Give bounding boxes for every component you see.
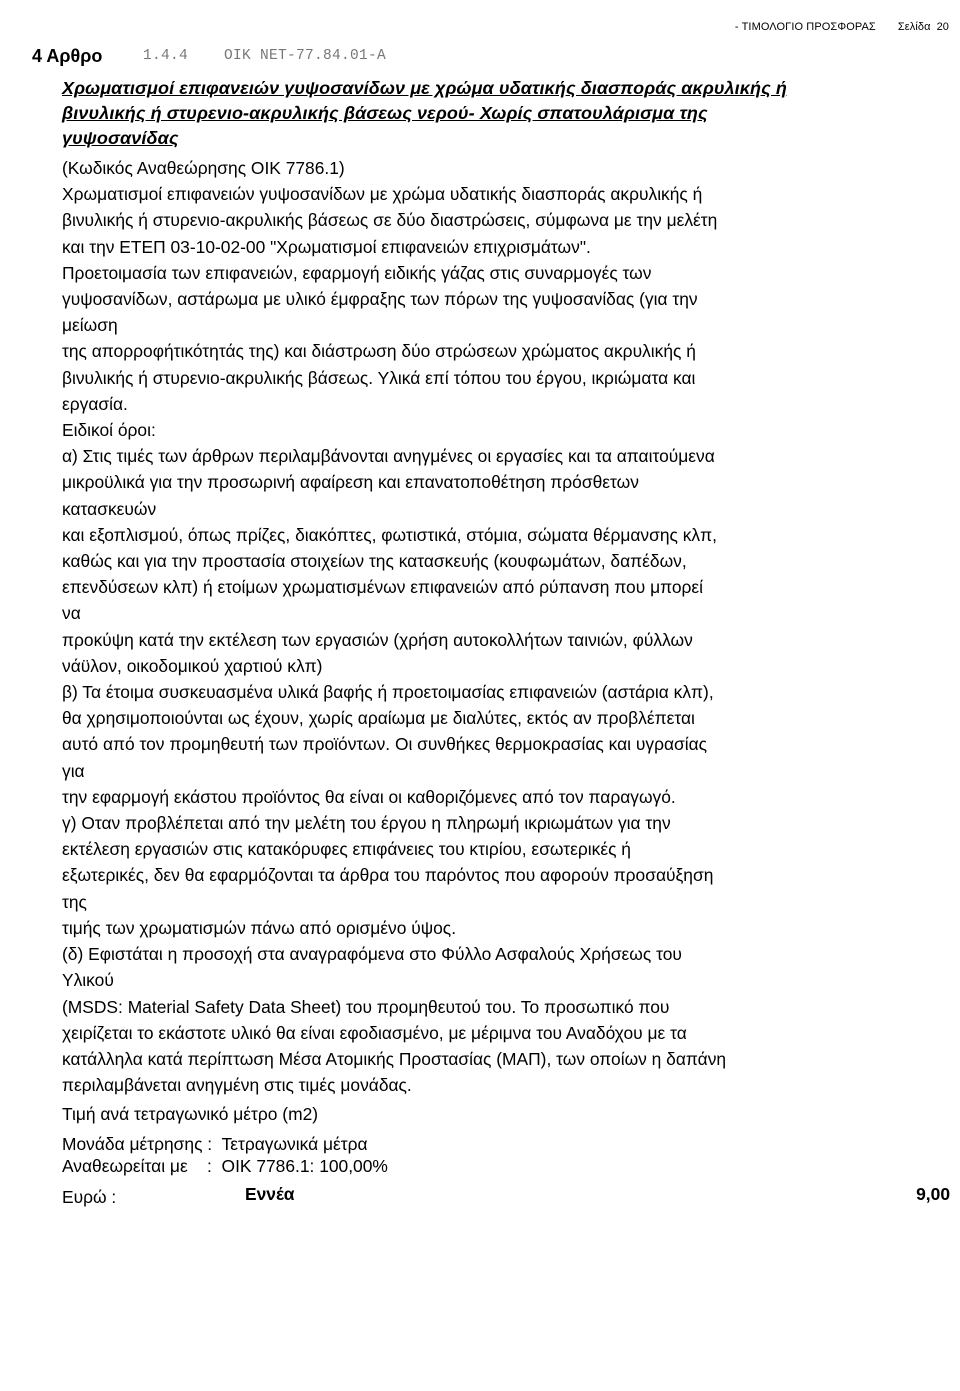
- revision-value: ΟΙΚ 7786.1: 100,00%: [221, 1156, 388, 1176]
- body-line: γ) Οταν προβλέπεται από την μελέτη του έργου η πληρωμή ικριωμάτων για την: [62, 813, 671, 834]
- body-line: (MSDS: Material Safety Data Sheet) του προμηθευτού του. Το προσωπικό που: [62, 996, 670, 1017]
- title-line: γυψοσανίδας: [62, 128, 179, 148]
- revision-colon: :: [207, 1156, 212, 1176]
- body-line: (δ) Εφιστάται η προσοχή στα αναγραφόμενα στο Φύλλο Ασφαλούς Χρήσεως του: [62, 944, 682, 965]
- body-line: για: [62, 760, 85, 781]
- body-line: επενδύσεων κλπ) ή ετοίμων χρωματισμένων επιφανειών από ρύπανση που μπορεί: [62, 577, 704, 598]
- page-label: Σελίδα: [897, 21, 931, 33]
- body-line: Προετοιμασία των επιφανειών, εφαρμογή ειδικής γάζας στις συναρμογές των: [62, 262, 652, 283]
- body-line: νάϋλον, οικοδομικού χαρτιού κλπ): [62, 655, 323, 676]
- body-line: εξωτερικές, δεν θα εφαρμόζονται τα άρθρα του παρόντος που αφορούν προσαύξηση: [62, 865, 714, 886]
- body-line: (Κωδικός Αναθεώρησης ΟΙΚ 7786.1): [62, 158, 345, 178]
- article-label: 4 Αρθρο: [32, 46, 103, 66]
- body-line: γυψοσανίδων, αστάρωμα με υλικό έμφραξης των πόρων της γυψοσανίδας (για την: [62, 289, 698, 310]
- article-code: 1.4.4 ΟΙΚ ΝΕΤ-77.84.01-Α: [143, 48, 387, 64]
- body-line: να: [62, 603, 81, 624]
- body-line: εκτέλεση εργασιών στις κατακόρυφες επιφάνειες του κτιρίου, εσωτερικές ή: [62, 839, 631, 860]
- body-line: περιλαμβάνεται ανηγμένη στις τιμές μονάδας.: [62, 1075, 412, 1096]
- body-line: της απορροφήτικότητάς της) και διάστρωση δύο στρώσεων χρώματος ακρυλικής ή: [62, 341, 696, 362]
- measurement-value: Τετραγωνικά μέτρα: [221, 1134, 368, 1154]
- body-line: και την ΕΤΕΠ 03-10-02-00 "Χρωματισμοί επιφανειών επιχρισμάτων".: [62, 236, 591, 257]
- body-line: κατασκευών: [62, 498, 157, 519]
- body-line: κατάλληλα κατά περίπτωση Μέσα Ατομικής Προστασίας (ΜΑΠ), των οποίων η δαπάνη: [62, 1048, 727, 1069]
- measurement-row: [62, 1133, 942, 1155]
- revision-label: Αναθεωρείται με: [62, 1156, 188, 1176]
- body-line: μείωση: [62, 315, 118, 336]
- price-in-words: Εννέα: [245, 1184, 295, 1204]
- body-line: βινυλικής ή στυρενιο-ακρυλικής βάσεως. Υλικά επί τόπου του έργου, ικριώματα και: [62, 367, 696, 388]
- price-label: Ευρώ :: [62, 1187, 117, 1207]
- body-line: καθώς και για την προστασία στοιχείων της κατασκευής (κουφωμάτων, δαπέδων,: [62, 551, 687, 572]
- body-line: α) Στις τιμές των άρθρων περιλαμβάνονται ανηγμένες οι εργασίες και τα απαιτούμενα: [62, 446, 715, 467]
- body-line: χειρίζεται το εκάστοτε υλικό θα είναι εφοδιασμένο, με μέριμνα του Αναδόχου με τα: [62, 1022, 687, 1043]
- body-line: της: [62, 891, 87, 912]
- body-line: β) Τα έτοιμα συσκευασμένα υλικά βαφής ή προετοιμασίας επιφανειών (αστάρια κλπ),: [62, 682, 714, 703]
- price-value: 9,00: [916, 1184, 950, 1204]
- price-unit-line: Τιμή ανά τετραγωνικό μέτρο (m2): [62, 1104, 319, 1125]
- revision-row: [62, 1155, 942, 1177]
- page-number: 20: [936, 21, 949, 33]
- body-line: Χρωματισμοί επιφανειών γυψοσανίδων με χρώμα υδατικής διασποράς ακρυλικής ή: [62, 184, 703, 205]
- article-title: [62, 76, 942, 151]
- measurement-label: Μονάδα μέτρησης :: [62, 1134, 213, 1154]
- body-line: εργασία.: [62, 393, 128, 414]
- body-line: θα χρησιμοποιούνται ως έχουν, χωρίς αραίωμα με διαλύτες, εκτός αν προβλέπεται: [62, 708, 695, 729]
- body-line: Ειδικοί όροι:: [62, 420, 156, 441]
- body-line: βινυλικής ή στυρενιο-ακρυλικής βάσεως σε δύο διαστρώσεις, σύμφωνα με την μελέτη: [62, 210, 718, 231]
- title-line: Χρωματισμοί επιφανειών γυψοσανίδων με χρώμα υδατικής διασποράς ακρυλικής ή: [62, 78, 788, 98]
- body-line: την εφαρμογή εκάστου προϊόντος θα είναι οι καθοριζόμενες από τον παραγωγό.: [62, 786, 676, 807]
- article-summary: [62, 1133, 942, 1177]
- body-line: προκύψη κατά την εκτέλεση των εργασιών (χρήση αυτοκολλήτων ταινιών, φύλλων: [62, 629, 693, 650]
- price-row: [62, 1184, 950, 1210]
- page-header: [735, 21, 949, 33]
- body-line: μικροϋλικά για την προσωρινή αφαίρεση και επανατοποθέτηση πρόσθετων: [62, 472, 639, 493]
- title-line: βινυλικής ή στυρενιο-ακρυλικής βάσεως νερού- Χωρίς σπατουλάρισμα της: [62, 103, 708, 123]
- body-line: Υλικού: [62, 970, 114, 991]
- body-line: και εξοπλισμού, όπως πρίζες, διακόπτες, φωτιστικά, στόμια, σώματα θέρμανσης κλπ,: [62, 524, 717, 545]
- article-description: [62, 155, 942, 1128]
- document-title: - ΤΙΜΟΛΟΓΙΟ ΠΡΟΣΦΟΡΑΣ: [734, 21, 876, 33]
- body-line: τιμής των χρωματισμών πάνω από ορισμένο ύψος.: [62, 917, 457, 938]
- body-line: αυτό από τον προμηθευτή των προϊόντων. Οι συνθήκες θερμοκρασίας και υγρασίας: [62, 734, 708, 755]
